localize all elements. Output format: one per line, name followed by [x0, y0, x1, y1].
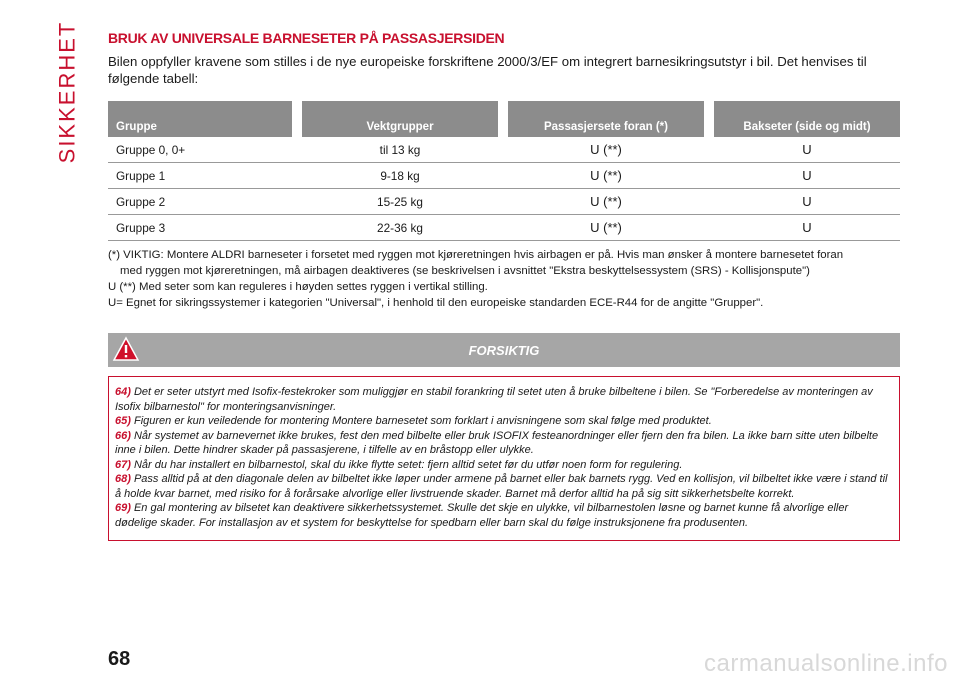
- cell-gap: [292, 163, 302, 189]
- header-passasjersete: Passasjersete foran (*): [508, 101, 704, 137]
- cell-rear: U: [714, 137, 900, 163]
- note-star1-line2: med ryggen mot kjøreretningen, må airbagen deaktiveres (se beskrivelsen i avsnittet "Ekstra beskyttelsessystem (SRS) - Kollisjonspute"): [120, 265, 810, 277]
- warning-item-text: Pass alltid på at den diagonale delen av bilbeltet ikke løper under armene på barnet eller bak barnets rygg. Ved en kollisjon, vil bilbeltet ikke være i stand til å holde kvar barnet, med risiko for å forårsake alvorlige eller livstruende skader. Barnet må derfor alltid ha på sig sitt sikkerhetsbelte korrekt.: [115, 473, 888, 500]
- warning-triangle-icon: [112, 336, 140, 362]
- section-tab: [52, 20, 82, 164]
- table-notes: [108, 247, 900, 311]
- cell-gap: [704, 215, 714, 241]
- warning-item: [115, 414, 893, 429]
- warning-item-number: 68): [115, 473, 131, 485]
- cell-weight: 22-36 kg: [302, 215, 498, 241]
- table-row: [108, 189, 900, 215]
- warning-item: [115, 385, 893, 414]
- cell-rear: U: [714, 189, 900, 215]
- warning-item-text: Figuren er kun veiledende for montering Montere barnesetet som forklart i anvisningene som skal følge med produktet.: [133, 415, 712, 427]
- warning-item: [115, 429, 893, 458]
- warning-item-text: Det er seter utstyrt med Isofix-festekroker som muliggjør en stabil forankring til setet uten å bruke bilbeltene i bilen. Se "Forberedelse av monteringen av Isofix bilbarnestol" for monteringsanvisninger.: [115, 386, 873, 413]
- cell-gruppe: Gruppe 3: [108, 215, 292, 241]
- header-gap: [292, 101, 302, 137]
- warning-item-number: 66): [115, 429, 131, 442]
- cell-gruppe: Gruppe 1: [108, 163, 292, 189]
- warning-item: [115, 501, 893, 530]
- cell-front: U (**): [508, 189, 704, 215]
- cell-gap: [498, 189, 508, 215]
- cell-gap: [498, 163, 508, 189]
- table-row: [108, 163, 900, 189]
- cell-weight: til 13 kg: [302, 137, 498, 163]
- warning-item-text: Når du har installert en bilbarnestol, skal du ikke flytte setet: fjern alltid setet før du utfør noen form for regulering.: [133, 458, 683, 471]
- cell-gap: [292, 215, 302, 241]
- cell-front: U (**): [508, 137, 704, 163]
- cell-gap: [292, 189, 302, 215]
- warning-header: [108, 333, 900, 367]
- cell-gap: [292, 137, 302, 163]
- warning-item: [115, 458, 893, 473]
- intro-paragraph: Bilen oppfyller kravene som stilles i de nye europeiske forskriftene 2000/3/EF om integrert barnesikringsutstyr i bil. Det henvises til følgende tabell:: [108, 54, 867, 86]
- warning-item-text: Når systemet av barnevernet ikke brukes, fest den med bilbelte eller bruk ISOFIX festeanordninger eller fjern den fra bilen. La ikke barn sitte uten bilbelte inne i bilen. Dette hindrer skader på passasjerene, i tilfelle av en bråstopp eller ulykke.: [115, 429, 879, 456]
- header-gap: [704, 101, 714, 137]
- header-gap: [498, 101, 508, 137]
- child-seat-group-table: [108, 101, 900, 241]
- cell-front: U (**): [508, 163, 704, 189]
- cell-gap: [704, 163, 714, 189]
- header-vektgrupper: Vektgrupper: [302, 101, 498, 137]
- table-row: [108, 215, 900, 241]
- note-u-definition: U= Egnet for sikringssystemer i kategorien "Universal", i henhold til den europeiske standarden ECE-R44 for de angitte "Grupper".: [108, 297, 764, 309]
- cell-gap: [498, 215, 508, 241]
- cell-weight: 9-18 kg: [302, 163, 498, 189]
- header-gruppe: Gruppe: [108, 101, 292, 137]
- note-star1-line1: (*) VIKTIG: Montere ALDRI barneseter i forsetet med ryggen mot kjøreretningen hvis airbagen er på. Hvis man ønsker å montere barnesetet foran: [108, 249, 844, 261]
- warning-item-number: 65): [115, 415, 131, 427]
- warning-item-number: 67): [115, 458, 131, 471]
- note-star2: U (**) Med seter som kan reguleres i høyden settes ryggen i vertikal stilling.: [108, 281, 488, 293]
- warning-item: [115, 472, 893, 501]
- cell-gruppe: Gruppe 0, 0+: [108, 137, 292, 163]
- header-bakseter: Bakseter (side og midt): [714, 101, 900, 137]
- cell-weight: 15-25 kg: [302, 189, 498, 215]
- warning-item-number: 69): [115, 502, 131, 514]
- cell-gap: [498, 137, 508, 163]
- warning-item-number: 64): [115, 386, 131, 398]
- warning-title: FORSIKTIG: [468, 342, 540, 358]
- warning-item-text: En gal montering av bilsetet kan deaktivere sikkerhetssystemet. Skulle det skje en ulykke, vil bilbarnestolen løsne og barnet kunne få alvorlige eller dødelige skader. For installasjon av et system for beskyttelse for spedbarn eller barn skal du følge instruksjonene fra produsenten.: [115, 502, 849, 529]
- table-header-row: [108, 101, 900, 137]
- cell-gap: [704, 137, 714, 163]
- section-heading: BRUK AV UNIVERSALE BARNESETER PÅ PASSASJERSIDEN: [108, 30, 505, 46]
- page-number: 68: [108, 648, 131, 670]
- table-row: [108, 137, 900, 163]
- page-content: [108, 30, 900, 541]
- warning-box: [108, 376, 900, 541]
- cell-front: U (**): [508, 215, 704, 241]
- cell-gap: [704, 189, 714, 215]
- cell-rear: U: [714, 163, 900, 189]
- cell-gruppe: Gruppe 2: [108, 189, 292, 215]
- section-tab-label: SIKKERHET: [54, 20, 80, 164]
- cell-rear: U: [714, 215, 900, 241]
- watermark: carmanualsonline.info: [704, 650, 948, 677]
